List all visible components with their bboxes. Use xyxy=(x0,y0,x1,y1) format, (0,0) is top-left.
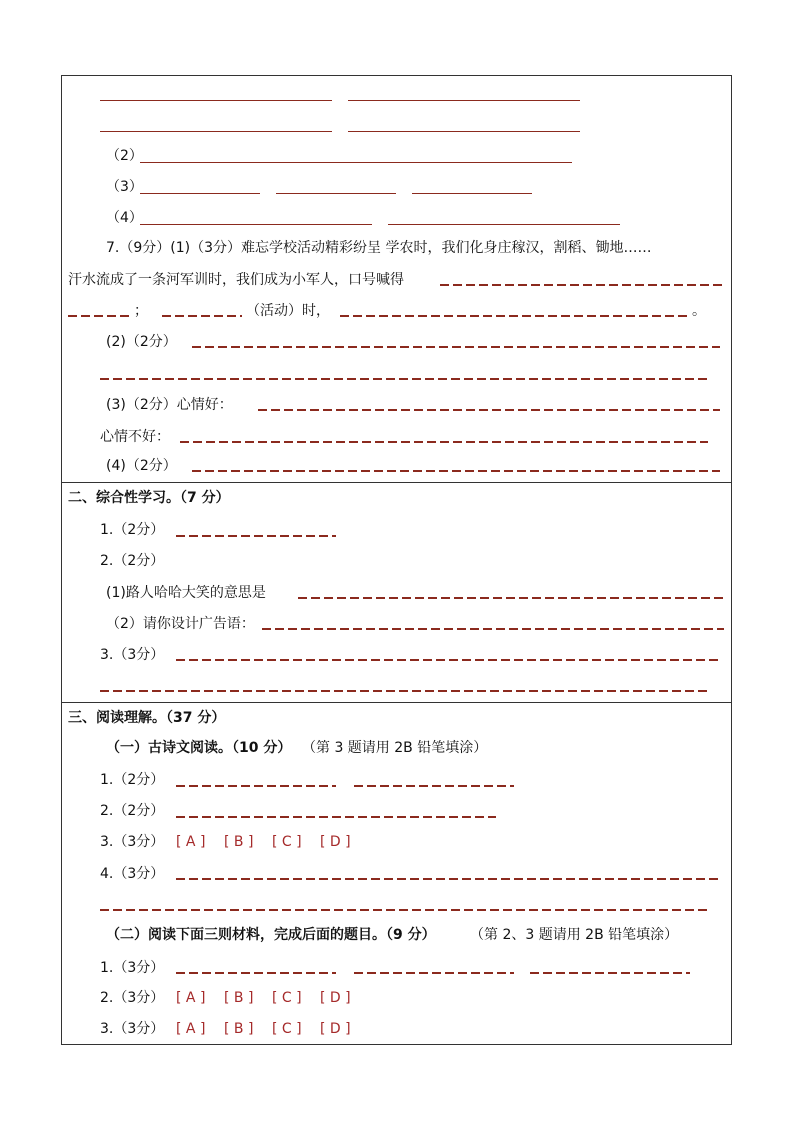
s3-p1-q4-label: 4.（3分） xyxy=(100,866,165,882)
s3-p1-q3-option-a[interactable]: [ A ] xyxy=(176,834,206,850)
q7-2-label: (2)（2分） xyxy=(106,334,177,350)
s3-p2-q1-label: 1.（3分） xyxy=(100,960,165,976)
q6-1-answer-line[interactable] xyxy=(100,131,332,132)
section-divider-1 xyxy=(61,482,732,483)
q6-2-label: （2） xyxy=(106,148,143,164)
q7-period: 。 xyxy=(692,303,706,319)
q7-4-answer-line[interactable] xyxy=(192,470,720,472)
q6-1-answer-line[interactable] xyxy=(100,100,332,101)
s3-p1-q3-option-c[interactable]: [ C ] xyxy=(272,834,302,850)
q6-3-label: （3） xyxy=(106,179,143,195)
s2-q2-2-answer-line[interactable] xyxy=(262,628,724,630)
s3-p2-q1-answer-line[interactable] xyxy=(176,972,336,974)
s3-part1-title: （一）古诗文阅读。（10 分） xyxy=(106,740,292,756)
s3-p2-q3-option-b[interactable]: [ B ] xyxy=(224,1021,254,1037)
q7-2-answer-line[interactable] xyxy=(192,346,720,348)
s2-q3-answer-line[interactable] xyxy=(100,690,708,692)
q7-1-answer-line[interactable] xyxy=(68,315,132,317)
s3-p2-q1-answer-line[interactable] xyxy=(530,972,690,974)
s3-p1-q4-answer-line[interactable] xyxy=(176,878,720,880)
q7-1-answer-line[interactable] xyxy=(440,284,724,286)
q6-4-answer-line[interactable] xyxy=(388,224,620,225)
s2-q2-label: 2.（2分） xyxy=(100,553,165,569)
s2-q2-2-label: （2）请你设计广告语： xyxy=(106,616,255,632)
q6-4-answer-line[interactable] xyxy=(140,224,372,225)
q7-4-label: (4)（2分） xyxy=(106,458,177,474)
q6-3-answer-line[interactable] xyxy=(140,193,260,194)
q7-intro-line1: 7.（9分）(1)（3分）难忘学校活动精彩纷呈 学农时，我们化身庄稼汉，割稻、锄地…… xyxy=(106,240,652,256)
s3-p2-q3-option-a[interactable]: [ A ] xyxy=(176,1021,206,1037)
s3-p1-q1-label: 1.（2分） xyxy=(100,772,165,788)
s3-p2-q2-option-a[interactable]: [ A ] xyxy=(176,990,206,1006)
s3-p2-q3-label: 3.（3分） xyxy=(100,1021,165,1037)
q7-activity-label: （活动）时， xyxy=(246,303,330,319)
s3-part2-note: （第 2、3 题请用 2B 铅笔填涂） xyxy=(470,927,679,943)
s3-part2-title: （二）阅读下面三则材料，完成后面的题目。（9 分） xyxy=(106,927,436,943)
q7-3-good-mood-line[interactable] xyxy=(258,409,720,411)
s3-p1-q1-answer-line[interactable] xyxy=(354,785,514,787)
q7-intro-line2: 汗水流成了一条河军训时，我们成为小军人，口号喊得 xyxy=(68,272,404,288)
q7-3-bad-mood-line[interactable] xyxy=(180,441,708,443)
s3-p2-q2-option-d[interactable]: [ D ] xyxy=(320,990,351,1006)
q7-1-activity-line[interactable] xyxy=(162,315,242,317)
s3-part1-note: （第 3 题请用 2B 铅笔填涂） xyxy=(302,740,488,756)
s3-p1-q2-label: 2.（2分） xyxy=(100,803,165,819)
s3-p2-q2-option-b[interactable]: [ B ] xyxy=(224,990,254,1006)
s3-p2-q2-option-c[interactable]: [ C ] xyxy=(272,990,302,1006)
s3-p2-q1-answer-line[interactable] xyxy=(354,972,514,974)
s3-p1-q3-option-b[interactable]: [ B ] xyxy=(224,834,254,850)
s2-q1-label: 1.（2分） xyxy=(100,522,165,538)
s2-q2-1-answer-line[interactable] xyxy=(298,597,724,599)
q6-3-answer-line[interactable] xyxy=(276,193,396,194)
s3-p1-q3-label: 3.（3分） xyxy=(100,834,165,850)
q6-1-answer-line[interactable] xyxy=(348,100,580,101)
q6-4-label: （4） xyxy=(106,210,143,226)
section3-title: 三、阅读理解。（37 分） xyxy=(68,710,226,726)
q7-3-bad-mood-label: 心情不好： xyxy=(100,429,170,445)
q6-1-answer-line[interactable] xyxy=(348,131,580,132)
section2-title: 二、综合性学习。（7 分） xyxy=(68,490,230,506)
q6-2-answer-line[interactable] xyxy=(140,162,572,163)
q7-semicolon: ； xyxy=(134,303,148,319)
section-divider-2 xyxy=(61,702,732,703)
s3-p1-q4-answer-line[interactable] xyxy=(100,909,708,911)
s2-q2-1-label: (1)路人哈哈大笑的意思是 xyxy=(106,585,266,601)
s2-q3-answer-line[interactable] xyxy=(176,659,720,661)
s3-p2-q2-label: 2.（3分） xyxy=(100,990,165,1006)
s3-p2-q3-option-d[interactable]: [ D ] xyxy=(320,1021,351,1037)
s2-q3-label: 3.（3分） xyxy=(100,647,165,663)
s3-p1-q2-answer-line[interactable] xyxy=(176,816,496,818)
q7-2-answer-line[interactable] xyxy=(100,378,708,380)
s2-q1-answer-line[interactable] xyxy=(176,535,336,537)
s3-p1-q1-answer-line[interactable] xyxy=(176,785,336,787)
s3-p2-q3-option-c[interactable]: [ C ] xyxy=(272,1021,302,1037)
q7-3-label: (3)（2分）心情好： xyxy=(106,397,233,413)
q6-3-answer-line[interactable] xyxy=(412,193,532,194)
q7-1-answer-line[interactable] xyxy=(340,315,690,317)
s3-p1-q3-option-d[interactable]: [ D ] xyxy=(320,834,351,850)
